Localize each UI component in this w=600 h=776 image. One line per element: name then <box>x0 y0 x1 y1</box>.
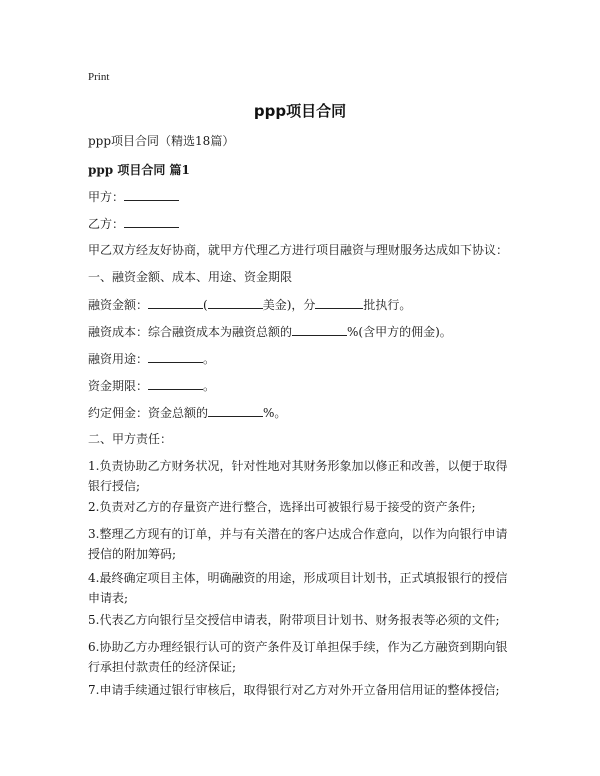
duty-item-5: 5.代表乙方向银行呈交授信申请表，附带项目计划书、财务报表等必须的文件; <box>88 613 500 627</box>
duty-item-2: 2.负责对乙方的存量资产进行整合，选择出可被银行易于接受的资产条件; <box>88 500 476 514</box>
duty-item-7: 7.申请手续通过银行审核后，取得银行对乙方对外开立备用信用证的整体授信; <box>88 683 500 697</box>
term-tail: 。 <box>203 379 216 393</box>
party-b-blank <box>124 213 179 228</box>
duty-item-3: 3.整理乙方现有的订单，并与有关潜在的客户达成合作意向，以作为向银行申请授信的附加筹码; <box>88 527 508 561</box>
section-heading: ppp 项目合同 篇1 <box>88 163 190 177</box>
document-subtitle: ppp项目合同（精选18篇） <box>88 134 235 148</box>
cost-blank <box>292 321 347 336</box>
print-label[interactable]: Print <box>88 71 110 83</box>
part2-heading: 二、甲方责任： <box>88 432 173 446</box>
amount-label: 融资金额： <box>88 298 149 312</box>
amount-currency: 美金)，分 <box>262 298 316 312</box>
term-line <box>88 375 518 396</box>
cost-line <box>88 321 518 342</box>
party-a-line <box>88 186 518 207</box>
amount-line <box>88 294 518 315</box>
part1-heading: 一、融资金额、成本、用途、资金期限 <box>88 270 293 284</box>
amount-usd-blank <box>208 294 263 309</box>
duty-item-4: 4.最终确定项目主体，明确融资的用途，形成项目计划书，正式填报银行的授信申请表; <box>88 571 508 605</box>
usage-tail: 。 <box>203 352 216 366</box>
cost-label: 融资成本：综合融资成本为融资总额的 <box>88 325 293 339</box>
commission-blank <box>208 402 263 417</box>
usage-line <box>88 348 518 369</box>
commission-tail: %。 <box>263 406 287 420</box>
party-b-label: 乙方： <box>88 217 125 231</box>
document-title: ppp项目合同 <box>253 102 347 120</box>
usage-blank <box>148 348 203 363</box>
term-label: 资金期限： <box>88 379 149 393</box>
commission-line <box>88 402 518 423</box>
commission-label: 约定佣金：资金总额的 <box>88 406 209 420</box>
intro-paragraph: 甲乙双方经友好协商，就甲方代理乙方进行项目融资与理财服务达成如下协议： <box>88 243 509 257</box>
party-a-label: 甲方： <box>88 190 125 204</box>
amount-batch-blank <box>315 294 363 309</box>
amount-blank <box>148 294 203 309</box>
cost-tail: %(含甲方的佣金)。 <box>347 325 452 339</box>
term-blank <box>148 375 203 390</box>
amount-tail: 批执行。 <box>363 298 412 312</box>
party-b-line <box>88 213 518 234</box>
duty-item-1: 1.负责协助乙方财务状况，针对性地对其财务形象加以修正和改善，以便于取得银行授信; <box>88 459 508 493</box>
usage-label: 融资用途： <box>88 352 149 366</box>
duty-item-6: 6.协助乙方办理经银行认可的资产条件及订单担保手续，作为乙方融资到期向银行承担付款责任的经济保证; <box>88 640 508 674</box>
amount-paren: ( <box>203 298 208 312</box>
party-a-blank <box>124 186 179 201</box>
